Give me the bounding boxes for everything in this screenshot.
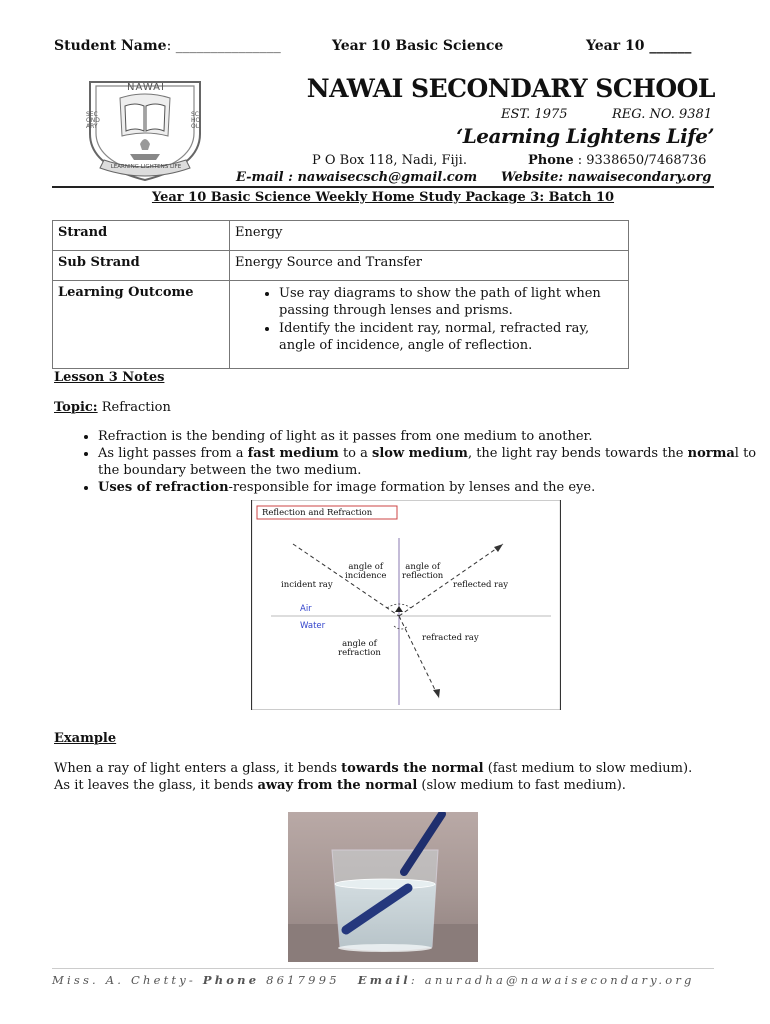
diagram-title: Reflection and Refraction xyxy=(262,508,373,518)
angle-of-incidence-label: angle of incidence xyxy=(345,562,387,581)
strand-key: Strand xyxy=(53,221,230,251)
lesson-heading: Lesson 3 Notes xyxy=(54,370,165,385)
logo-top-text: NAWAI xyxy=(127,82,165,93)
reflected-ray-label: reflected ray xyxy=(453,580,509,590)
learning-outcome-key: Learning Outcome xyxy=(53,281,230,369)
water-label: Water xyxy=(300,621,326,631)
example-text: When a ray of light enters a glass, it bends towards the normal (fast medium to slow medium). As it leaves the glass, it bends away from the normal (slow medium to fast medium). xyxy=(54,761,693,793)
logo-left-text: SECONDARY xyxy=(86,111,100,130)
strand-value: Energy xyxy=(230,221,629,251)
table-row xyxy=(53,251,629,281)
student-name: Student Name: _______________ xyxy=(54,38,281,54)
learning-outcome-value xyxy=(230,281,629,369)
year-field: Year 10 ______ xyxy=(586,38,692,54)
list-item: • Refraction is the bending of light as it passes from one medium to another. xyxy=(98,428,758,445)
header-divider xyxy=(52,186,714,188)
topic: Topic: Refraction xyxy=(54,400,171,415)
school-name: NAWAI SECONDARY SCHOOL xyxy=(306,74,715,103)
info-table xyxy=(52,220,629,369)
logo-right-text: SCHOOL xyxy=(191,111,201,130)
footer-divider xyxy=(52,968,714,969)
example-heading: Example xyxy=(54,731,117,746)
phone: Phone : 9338650/7468736 xyxy=(528,153,707,168)
email: E-mail : nawaisecsch@gmail.com xyxy=(236,170,478,185)
list-item: • As light passes from a fast medium to a slow medium, the light ray bends towards the normal to the boundary between the two medium. xyxy=(98,445,758,479)
incident-ray-label: incident ray xyxy=(281,580,333,590)
list-item: • Identify the incident ray, normal, refracted ray, angle of incidence, angle of reflection. xyxy=(279,320,623,354)
list-item: • Use ray diagrams to show the path of light when passing through lenses and prisms. xyxy=(279,285,623,319)
list-item: • Uses of refraction-responsible for image formation by lenses and the eye. xyxy=(98,479,758,496)
refraction-diagram xyxy=(251,500,561,710)
website: Website: nawaisecondary.org xyxy=(501,170,712,185)
angle-of-reflection-label: angle of reflection xyxy=(402,562,444,581)
sub-strand-key: Sub Strand xyxy=(53,251,230,281)
school-motto: ‘Learning Lightens Life’ xyxy=(456,124,714,148)
established: EST. 1975 xyxy=(501,107,568,122)
glass-refraction-photo xyxy=(288,812,478,962)
logo-ribbon-text: LEARNING LIGHTENS LIFE xyxy=(110,164,182,170)
table-row xyxy=(53,281,629,369)
package-title: Year 10 Basic Science Weekly Home Study Package 3: Batch 10 xyxy=(151,190,615,205)
registration-number: REG. NO. 9381 xyxy=(612,107,713,122)
course-title: Year 10 Basic Science xyxy=(332,38,504,54)
refracted-ray-label: refracted ray xyxy=(422,633,479,643)
footer: Miss. A. Chetty- Phone 8617995 Email: anuradha@nawaisecondary.org xyxy=(52,973,695,987)
angle-of-refraction-label: angle of refraction xyxy=(338,639,381,658)
address: P O Box 118, Nadi, Fiji. xyxy=(312,153,467,168)
table-row xyxy=(53,221,629,251)
notes-list xyxy=(54,428,758,496)
air-label: Air xyxy=(300,604,312,614)
sub-strand-value: Energy Source and Transfer xyxy=(230,251,629,281)
